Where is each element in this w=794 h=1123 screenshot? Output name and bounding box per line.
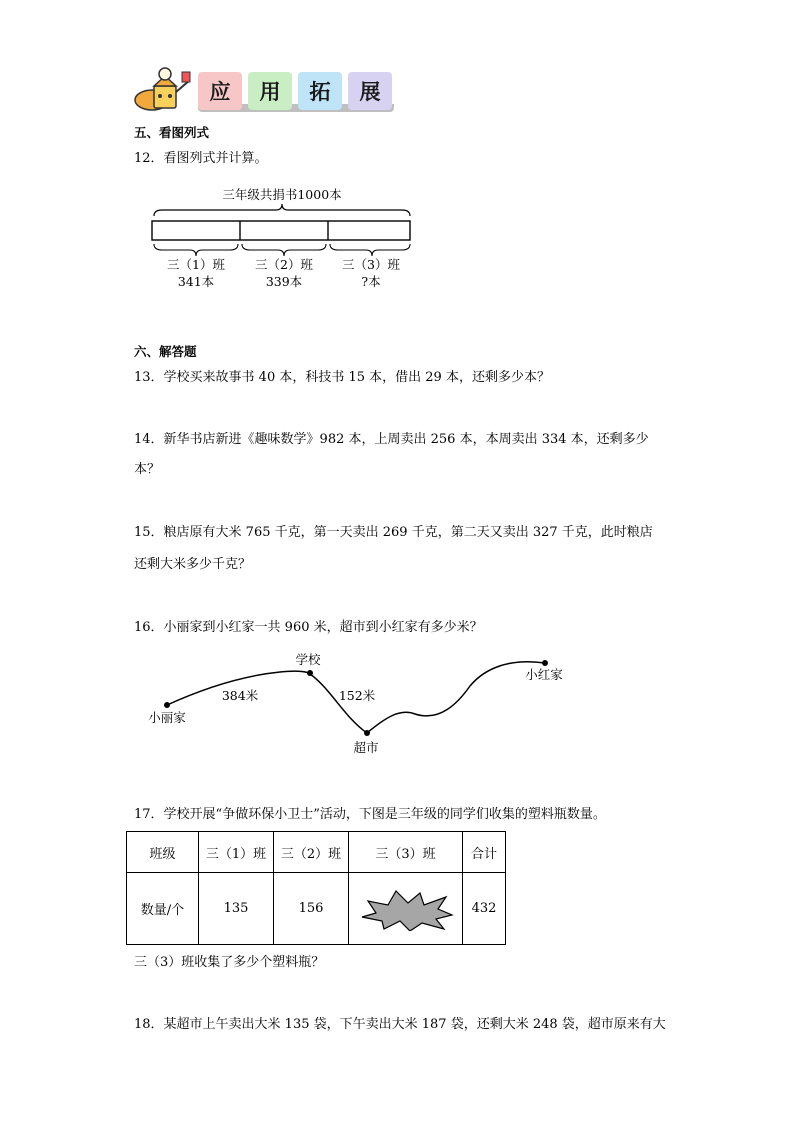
supermarket-label: 超市: [353, 740, 379, 755]
table-cell: 135: [199, 873, 274, 945]
question-14-line-1: 14．新华书店新进《趣味数学》982 本，上周卖出 256 本，本周卖出 334 本，还剩多少: [134, 432, 649, 447]
question-17: 17．学校开展“争做环保小卫士”活动，下图是三年级的同学们收集的塑料瓶数量。: [134, 807, 606, 822]
starburst-cover-icon: [358, 887, 454, 931]
table-header-cell: 三（3）班: [349, 832, 463, 873]
class-1-value: 341本: [177, 274, 215, 289]
question-15-line-2: 还剩大米多少千克？: [134, 557, 252, 572]
route-map: [140, 648, 580, 760]
xiaohong-home-dot: [542, 660, 548, 666]
section-title-5: 五、看图列式: [134, 125, 210, 140]
distance-384-label: 384米: [221, 688, 259, 703]
xiaohong-home-label: 小红家: [525, 667, 563, 682]
supermarket-dot: [364, 730, 370, 736]
table-header-row: [127, 832, 506, 873]
table-row-label: 数量/个: [127, 873, 199, 945]
brace-class-2: [242, 244, 326, 256]
class-2-value: 339本: [265, 274, 303, 289]
hidden-value-cell: [349, 873, 463, 945]
xiaoli-home-label: 小丽家: [148, 710, 186, 725]
table-row: [127, 873, 506, 945]
class-1-name: 三（1）班: [167, 257, 225, 272]
xiaoli-home-dot: [164, 702, 170, 708]
class-3-value: ?本: [361, 274, 381, 289]
table-header-cell: 三（1）班: [199, 832, 274, 873]
total-brace: [154, 204, 410, 216]
class-2-name: 三（2）班: [255, 257, 313, 272]
question-16: 16．小丽家到小红家一共 960 米，超市到小红家有多少米？: [134, 620, 483, 635]
brace-class-3: [330, 244, 410, 256]
total-bar: [152, 221, 410, 240]
question-17-sub: 三（3）班收集了多少个塑料瓶？: [134, 955, 325, 970]
question-18: 18．某超市上午卖出大米 135 袋，下午卖出大米 187 袋，还剩大米 248 袋，超市原来有大: [134, 1017, 666, 1032]
table-header-cell: 三（2）班: [274, 832, 349, 873]
banner-mascot-icon: [132, 66, 194, 116]
question-15-line-1: 15．粮店原有大米 765 千克，第一天卖出 269 千克，第二天又卖出 327 千克，此时粮店: [134, 525, 653, 540]
table-header-cell: 合计: [463, 832, 506, 873]
school-label: 学校: [295, 652, 321, 667]
table-cell: 156: [274, 873, 349, 945]
bottle-count-table: [126, 831, 506, 945]
banner-tab-2: 用: [248, 72, 292, 110]
book-donation-diagram: [140, 182, 430, 294]
banner-tab-4: 展: [348, 72, 392, 110]
section-title-6: 六、解答题: [134, 344, 197, 359]
question-14-line-2: 本？: [134, 462, 161, 477]
question-12: 12．看图列式并计算。: [134, 151, 268, 166]
table-cell: 432: [463, 873, 506, 945]
banner-tab-1: 应: [198, 72, 242, 110]
brace-class-1: [154, 244, 238, 256]
class-3-name: 三（3）班: [342, 257, 400, 272]
table-header-cell: 班级: [127, 832, 199, 873]
banner-tab-3: 拓: [298, 72, 342, 110]
distance-152-label: 152米: [338, 688, 376, 703]
question-13: 13．学校买来故事书 40 本，科技书 15 本，借出 29 本，还剩多少本？: [134, 370, 550, 385]
school-dot: [307, 670, 313, 676]
diagram-total-label: 三年级共捐书1000本: [222, 187, 342, 202]
